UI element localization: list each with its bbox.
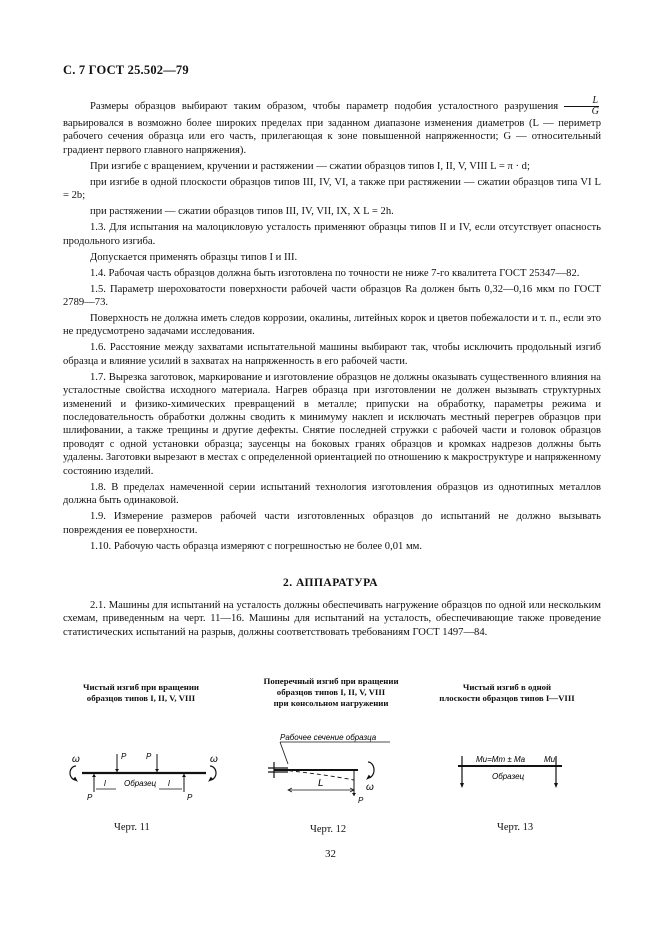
paragraph: 1.10. Рабочую часть образца измеряют с погрешностью не более 0,01 мм. [90, 540, 423, 552]
fig12-title: Поперечный изгиб при вращении образцов типов I, II, V, VIII при консольном нагружении [263, 676, 399, 708]
fig13-title: Чистый изгиб в одной плоскости образцов типов I—VIII [439, 682, 575, 703]
paragraph: 1.3. Для испытания на малоцикловую усталость применяют образцы типов II и IV, если отсутствует опасность продольного изгиба. [63, 222, 601, 247]
arrow-down-icon [554, 783, 558, 788]
moment-label: Mи [544, 755, 556, 764]
paragraph: при растяжении — сжатии образцов типов III, IV, VII, IX, X L = 2h. [90, 206, 394, 218]
paragraph: 1.7. Вырезка заготовок, маркирование и изготовление образцов не должны оказывать существенного влияния на усталостные свойства исходного материала. Нагрев образца при изготовлении не должен вызывать структурных изменений и физико-химических превращений в металле; припуски на обработку, параметры режима и последовательность обработки должны сводить к минимуму наклеп и исключать местный перегрев образцов при шлифовании, а также трещины и другие дефекты. Снятие последней стружки с рабочей части и головок образцов проводят с одной установки образца; заусенцы на боковых гранях образцов и кромках надрезов должны быть удалены. Заготовки вырезают в местах с определенной ориентацией по отношению к макроструктуре и напряженному состоянию изделий. [63, 371, 601, 477]
paragraph: при изгибе в одной плоскости образцов типов III, IV, VI, а также при растяжении — сжатии образцов типа VI L = 2b; [63, 176, 601, 202]
page-number: 32 [325, 848, 336, 860]
paragraph: Поверхность не должна иметь следов коррозии, окалины, литейных корок и цветов побежалости и т. п., если это не предусмотрено задачами исследования. [63, 313, 601, 338]
fig11-title: Чистый изгиб при вращении образцов типов I, II, V, VIII [83, 682, 199, 703]
arrow-down-icon [460, 783, 464, 788]
arrow-down-icon [352, 793, 356, 796]
section-text [63, 599, 601, 639]
specimen-label: Образец [124, 779, 157, 788]
section-title: 2. АППАРАТУРА [282, 577, 379, 589]
omega-label: ω [366, 782, 374, 793]
paragraph: При изгибе с вращением, кручении и растяжении — сжатии образцов типов I, II, V, VIII L = π · d; [90, 160, 530, 172]
paragraph: 1.6. Расстояние между захватами испытательной машины выбирают так, чтобы исключить продольный изгиб образца и влияние усилий в захватах на напряженность в его рабочей части. [63, 342, 601, 367]
l-label: l [168, 779, 170, 788]
moment-formula-label: Mи=Mm ± Ma [476, 755, 526, 764]
fig11-diagram [60, 746, 230, 808]
omega-label: ω [210, 754, 218, 765]
body-text [63, 96, 601, 556]
p-label: P [146, 752, 152, 761]
arrow-down-icon [155, 769, 159, 772]
p-label: P [187, 793, 193, 802]
arrow-up-icon [182, 774, 186, 777]
paragraph: 2.1. Машины для испытаний на усталость должны обеспечивать нагружение образцов по одной или нескольким схемам, приведенным на черт. 11—16. Машины для испытаний на усталость, обеспечивающие также проведение статистических испытаний на разрыв, должны соответствовать требованиям ГОСТ 1497—84. [63, 600, 601, 638]
fig12-diagram [262, 728, 402, 808]
paragraph: Допускается применять образцы типов I и III. [90, 251, 298, 263]
p-label: P [358, 796, 364, 805]
paragraph: Размеры образцов выбирают таким образом, чтобы параметр подобия усталостного разрушения $\frac{L}{G}$ варьировался в возможно более широких пределах при заданном диапазоне изменения диаметров (L — периметр рабочего сечения образца или его часть, прилегающая к зоне повышенной напряженности; G — относительный градиент первого главного напряжения). [63, 95, 601, 156]
fig13-caption: Черт. 13 [497, 822, 534, 833]
l-label: l [104, 779, 106, 788]
paragraph: 1.9. Измерение размеров рабочей части изготовленных образцов до испытаний не должно вызывать повреждения ее поверхности. [63, 511, 601, 536]
paragraph: 1.5. Параметр шероховатости поверхности рабочей части образцов Ra должен быть 0,32—0,16 мкм по ГОСТ 2789—73. [63, 283, 601, 309]
fig13-diagram [452, 752, 572, 802]
specimen-label: Образец [492, 772, 525, 781]
p-label: P [121, 752, 127, 761]
omega-label: ω [72, 754, 80, 765]
paragraph: 1.4. Рабочая часть образцов должна быть изготовлена по точности не ниже 7-го квалитета ГОСТ 25347—82. [90, 267, 580, 279]
length-label: L [318, 778, 324, 789]
fig12-caption: Черт. 12 [310, 824, 347, 835]
arrow-up-icon [92, 774, 96, 777]
working-section-label: Рабочее сечение образца [280, 733, 377, 742]
page-header: С. 7 ГОСТ 25.502—79 [63, 63, 189, 77]
fig11-caption: Черт. 11 [114, 822, 150, 833]
fraction-l-over-g: $\frac{L}{G}$ [564, 96, 599, 117]
p-label: P [87, 793, 93, 802]
arrow-down-icon [115, 769, 119, 772]
paragraph: 1.8. В пределах намеченной серии испытаний технология изготовления образцов из однотипных металлов должна быть одинаковой. [63, 481, 601, 507]
